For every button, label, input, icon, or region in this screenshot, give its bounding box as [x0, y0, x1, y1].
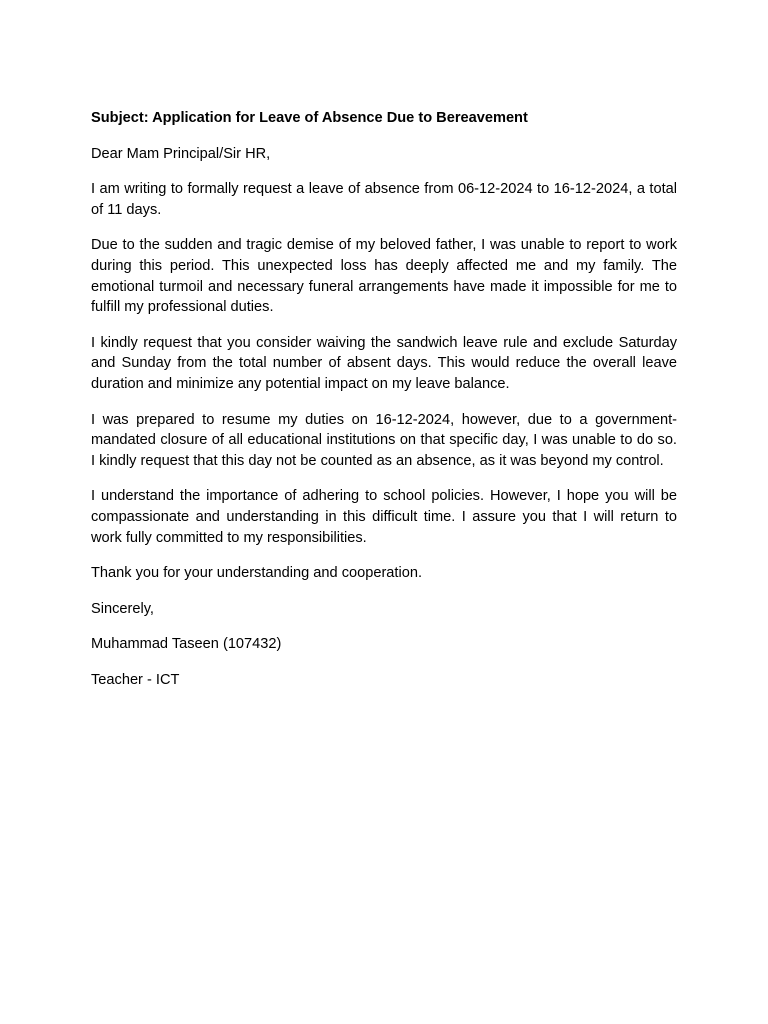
signature-title: Teacher - ICT [91, 671, 180, 688]
letter-paragraph-policies: I understand the importance of adhering to school policies. However, I hope you will be compassionate and understanding in this difficult time. I assure you that I will return to work fully committed to my responsibilities. [91, 488, 677, 546]
letter-closing: Sincerely, [91, 600, 154, 617]
letter-subject: Subject: Application for Leave of Absence Due to Bereavement [91, 110, 528, 126]
signature-name: Muhammad Taseen (107432) [91, 636, 282, 653]
letter-paragraph-reason: Due to the sudden and tragic demise of my beloved father, I was unable to report to work during this period. This unexpected loss has deeply affected me and my family. The emotional turmoil and necessary funeral arrangements have made it impossible for me to fulfill my professional duties. [91, 237, 677, 316]
letter-paragraph-thanks: Thank you for your understanding and cooperation. [91, 565, 423, 582]
letter-paragraph-closure: I was prepared to resume my duties on 16-12-2024, however, due to a government-mandated closure of all educational institutions on that specific day, I was unable to do so. I kindly request that this day not be counted as an absence, as it was beyond my control. [91, 411, 677, 469]
letter-paragraph-request: I am writing to formally request a leave of absence from 06-12-2024 to 16-12-2024, a total of 11 days. [91, 181, 677, 218]
letter-salutation: Dear Mam Principal/Sir HR, [91, 145, 271, 162]
letter-paragraph-sandwich-rule: I kindly request that you consider waiving the sandwich leave rule and exclude Saturday and Sunday from the total number of absent days. This would reduce the overall leave duration and minimize any potential impact on my leave balance. [91, 334, 677, 392]
